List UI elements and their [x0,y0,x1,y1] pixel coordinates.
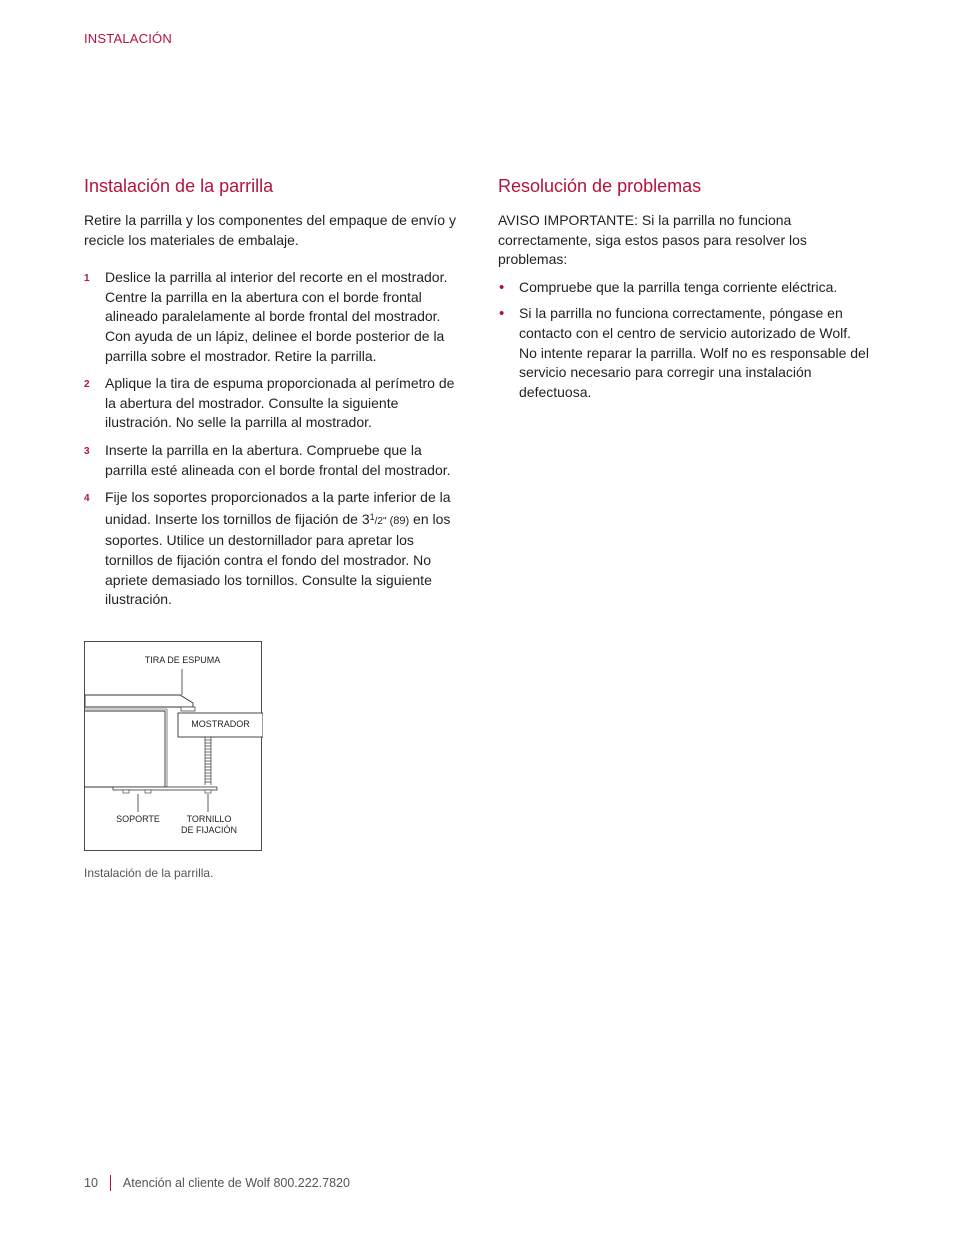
list-item [498,278,870,298]
important-notice [498,211,870,270]
step-number: 3 [84,445,90,457]
installation-illustration [84,641,262,851]
step-item [84,488,464,610]
step-text: Inserte la parrilla en la abertura. Compruebe que la parrilla esté alineada con el borde frontal del mostrador. [105,441,451,478]
bullet-icon: • [499,305,505,323]
installation-steps [84,268,464,610]
bracket-label: SOPORTE [116,814,160,824]
installation-heading: Instalación de la parrilla [84,176,274,196]
list-item-text: Compruebe que la parrilla tenga corriente eléctrica. [519,278,838,295]
notice-text: Si la parrilla no funciona correctamente, siga estos pasos para resolver los problemas: [498,212,807,268]
step-item [84,441,464,480]
step-text: Fije los soportes proporcionados a la parte inferior de la unidad. Inserte los tornillos de fijación de 3 [105,489,451,527]
step-text: Aplique la tira de espuma proporcionada al perímetro de la abertura del mostrador. Consulte la siguiente ilustración. No selle la parrilla al mostrador. [105,375,455,431]
fraction [369,511,387,527]
troubleshooting-column [498,176,870,409]
step-text: Deslice la parrilla al interior del recorte en el mostrador. Centre la parrilla en la abertura con el borde frontal alineado paralelamente al borde frontal del mostrador. Con ayuda de un lápiz, delinee el borde posterior de la parrilla sobre el mostrador. Retire la parrilla. [105,269,448,364]
step-text-continued: en los soportes. Utilice un destornillador para apretar los tornillos de fijación contra el fondo del mostrador. No apriete demasiado los tornillos. Consulte la siguiente ilustración. [105,510,451,608]
figure-caption: Instalación de la parrilla. [84,866,214,880]
troubleshooting-heading: Resolución de problemas [498,176,702,196]
footer-divider [110,1175,111,1191]
list-item [498,304,870,402]
foam-strip-label: TIRA DE ESPUMA [144,655,221,665]
step-number: 2 [84,379,90,391]
screw-label [169,814,249,836]
step-item [84,374,464,433]
step-item [84,268,464,366]
step-number: 1 [84,273,90,285]
installation-column [84,176,464,618]
screw-label-line2: DE FIJACIÓN [180,825,237,835]
bullet-icon: • [499,278,505,296]
list-item-text: Si la parrilla no funciona correctamente, póngase en contacto con el centro de servicio autorizado de Wolf. No intente reparar la parrilla. Wolf no es responsable del servicio necesario para corregir una instalación defectuosa. [519,305,869,400]
section-label: INSTALACIÓN [84,31,172,46]
installation-intro: Retire la parrilla y los componentes del empaque de envío y recicle los materiales de embalaje. [84,212,456,248]
step-number: 4 [84,493,90,505]
metric-value: (89) [386,514,410,527]
screw-label-line1: TORNILLO [186,814,232,824]
counter-label: MOSTRADOR [191,719,250,729]
notice-label: AVISO IMPORTANTE: [498,212,639,228]
footer-contact: Atención al cliente de Wolf 800.222.7820 [122,1176,350,1190]
fraction-numerator: 1 [369,511,375,522]
page-footer [84,1175,350,1191]
troubleshooting-list [498,278,870,403]
page-number: 10 [84,1176,98,1190]
fraction-denominator: /2" [374,515,387,527]
